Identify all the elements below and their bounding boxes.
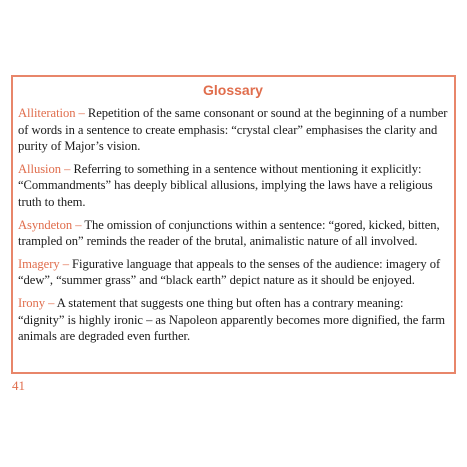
glossary-card — [11, 75, 456, 374]
glossary-entry-irony — [18, 295, 448, 345]
glossary-term: Allusion – — [18, 161, 71, 176]
glossary-definition: A statement that suggests one thing but often has a contrary meaning: “dignity” is highly ironic – as Napoleon apparently becomes more dignified, the farm animals are degraded even further. — [18, 295, 446, 344]
glossary-term: Imagery – — [18, 256, 69, 271]
glossary-entry-asyndeton — [18, 217, 448, 250]
glossary-term: Irony – — [18, 295, 55, 310]
glossary-entry-allusion — [18, 161, 448, 211]
glossary-definition: Repetition of the same consonant or sound at the beginning of a number of words in a sentence to create emphasis: “crystal clear” emphasises the clarity and purity of Major’s vision. — [18, 106, 448, 154]
glossary-term: Alliteration – — [18, 106, 85, 120]
glossary-title: Glossary — [203, 82, 263, 98]
glossary-entry-alliteration — [18, 105, 448, 155]
glossary-definition: Figurative language that appeals to the senses of the audience: imagery of “dew”, “summer grass” and “black earth” depict nature as it should be enjoyed. — [18, 256, 441, 288]
glossary-definition: Referring to something in a sentence without mentioning it explicitly: “Commandments” has deeply biblical allusions, implying the laws have a religious truth to them. — [18, 161, 433, 209]
glossary-entry-imagery — [18, 256, 448, 289]
page-number: 41 — [12, 378, 25, 393]
glossary-definition: The omission of conjunctions within a sentence: “gored, kicked, bitten, trampled on” reminds the reader of the brutal, animalistic nature of all involved. — [18, 217, 440, 249]
glossary-term: Asyndeton – — [18, 217, 82, 232]
